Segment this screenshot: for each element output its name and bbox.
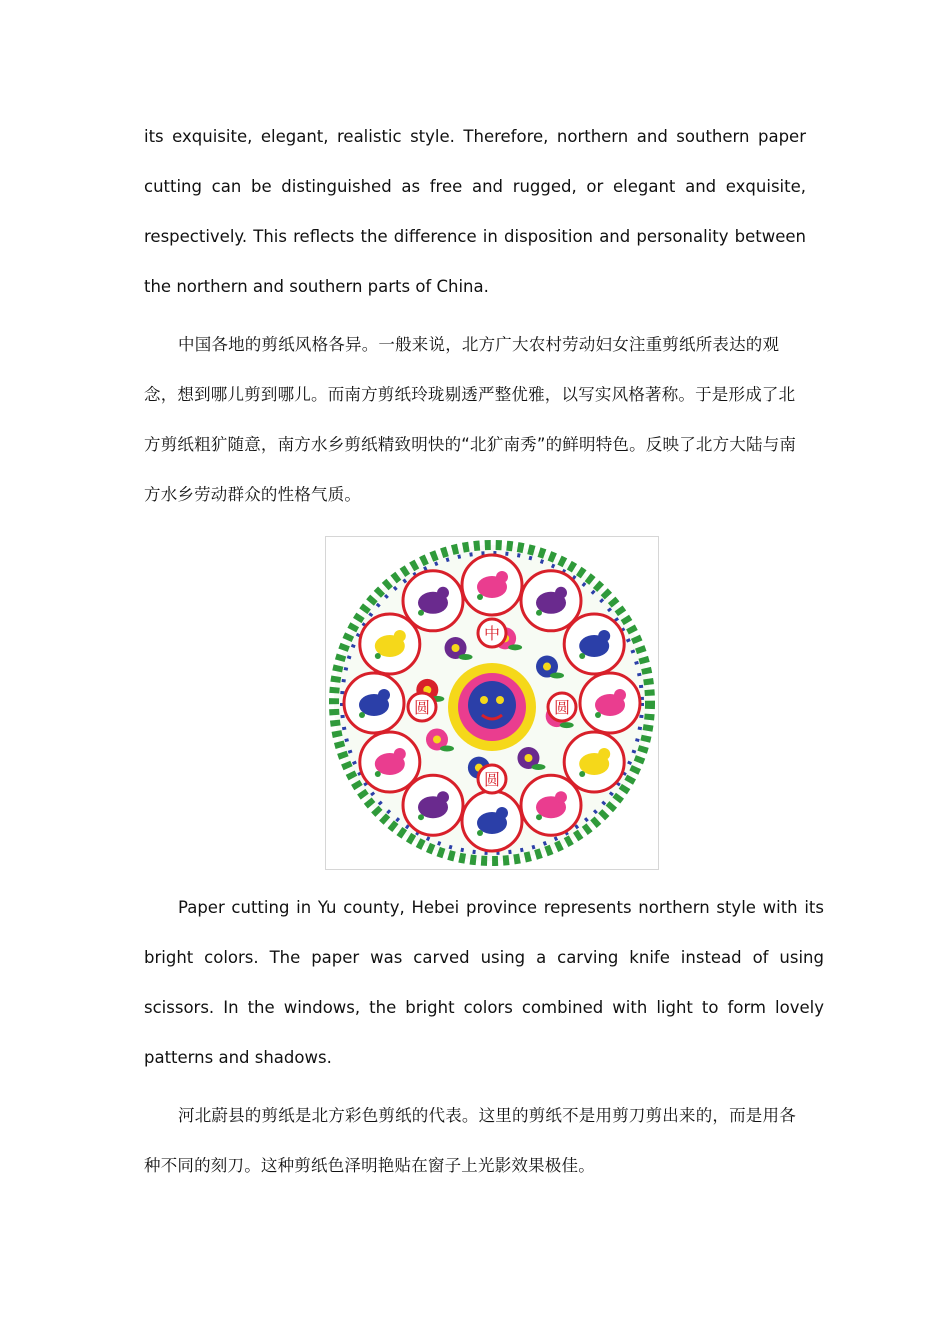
zodiac-leaf (477, 830, 483, 836)
zodiac-leaf (418, 814, 424, 820)
zodiac-animal-head (437, 791, 449, 803)
zodiac-animal-head (555, 587, 567, 599)
zodiac-leaf (536, 814, 542, 820)
paragraph-chinese-1: 中国各地的剪纸风格各异。一般来说，北方广大农村劳动妇女注重剪纸所表达的观念，想到哪儿剪到哪儿。而南方剪纸玲珑剔透严整优雅，以写实风格著称。于是形成了北方剪纸粗犷随意，南方水乡剪纸精致明快的“北犷南秀”的鲜明特色。反映了北方大陆与南方水乡劳动群众的性格气质。 (144, 335, 797, 504)
zodiac-paper-cutting-art (326, 537, 658, 869)
character-badge-text: 圆 (553, 698, 571, 717)
lion-eye-left (480, 696, 488, 704)
zodiac-leaf (595, 712, 601, 718)
zodiac-animal-head (378, 689, 390, 701)
character-badge-text: 中 (483, 624, 501, 643)
flower-center (543, 663, 551, 671)
paper-cutting-image (325, 536, 659, 870)
zodiac-leaf (536, 610, 542, 616)
flower-center (452, 644, 460, 652)
zodiac-leaf (579, 771, 585, 777)
paragraph-english-2: Paper cutting in Yu county, Hebei province represents northern style with its bright colors. The paper was carved using a carving knife instead of using scissors. In the windows, the bright colors combined with light to form lovely patterns and shadows. (144, 898, 824, 1067)
character-badge-text: 圆 (483, 770, 501, 789)
flower-center (524, 754, 532, 762)
zodiac-leaf (579, 653, 585, 659)
character-badge-text: 圆 (413, 698, 431, 717)
zodiac-animal-head (555, 791, 567, 803)
zodiac-leaf (359, 712, 365, 718)
flower-leaf (459, 654, 473, 660)
paragraph-english-1: its exquisite, elegant, realistic style. Therefore, northern and southern paper cutting can be distinguished as free and rugged, or elegant and exquisite, respectively. This reflects the difference in disposition and personality between the northern and southern parts of China. (144, 127, 806, 296)
zodiac-leaf (375, 771, 381, 777)
zodiac-animal-head (394, 748, 406, 760)
zodiac-leaf (418, 610, 424, 616)
lion-eye-right (496, 696, 504, 704)
lion-head (468, 681, 516, 729)
flower-leaf (508, 644, 522, 650)
flower-leaf (550, 673, 564, 679)
paragraph-chinese-2: 河北蔚县的剪纸是北方彩色剪纸的代表。这里的剪纸不是用剪刀剪出来的，而是用各种不同的刻刀。这种剪纸色泽明艳贴在窗子上光影效果极佳。 (144, 1106, 796, 1175)
flower-leaf (560, 722, 574, 728)
zodiac-animal-head (614, 689, 626, 701)
zodiac-animal-head (496, 571, 508, 583)
zodiac-animal-head (437, 587, 449, 599)
flower-leaf (531, 764, 545, 770)
zodiac-animal-head (496, 807, 508, 819)
flower-leaf (440, 745, 454, 751)
zodiac-animal-head (394, 630, 406, 642)
zodiac-animal-head (598, 630, 610, 642)
zodiac-leaf (375, 653, 381, 659)
flower-center (433, 735, 441, 743)
zodiac-animal-head (598, 748, 610, 760)
zodiac-leaf (477, 594, 483, 600)
